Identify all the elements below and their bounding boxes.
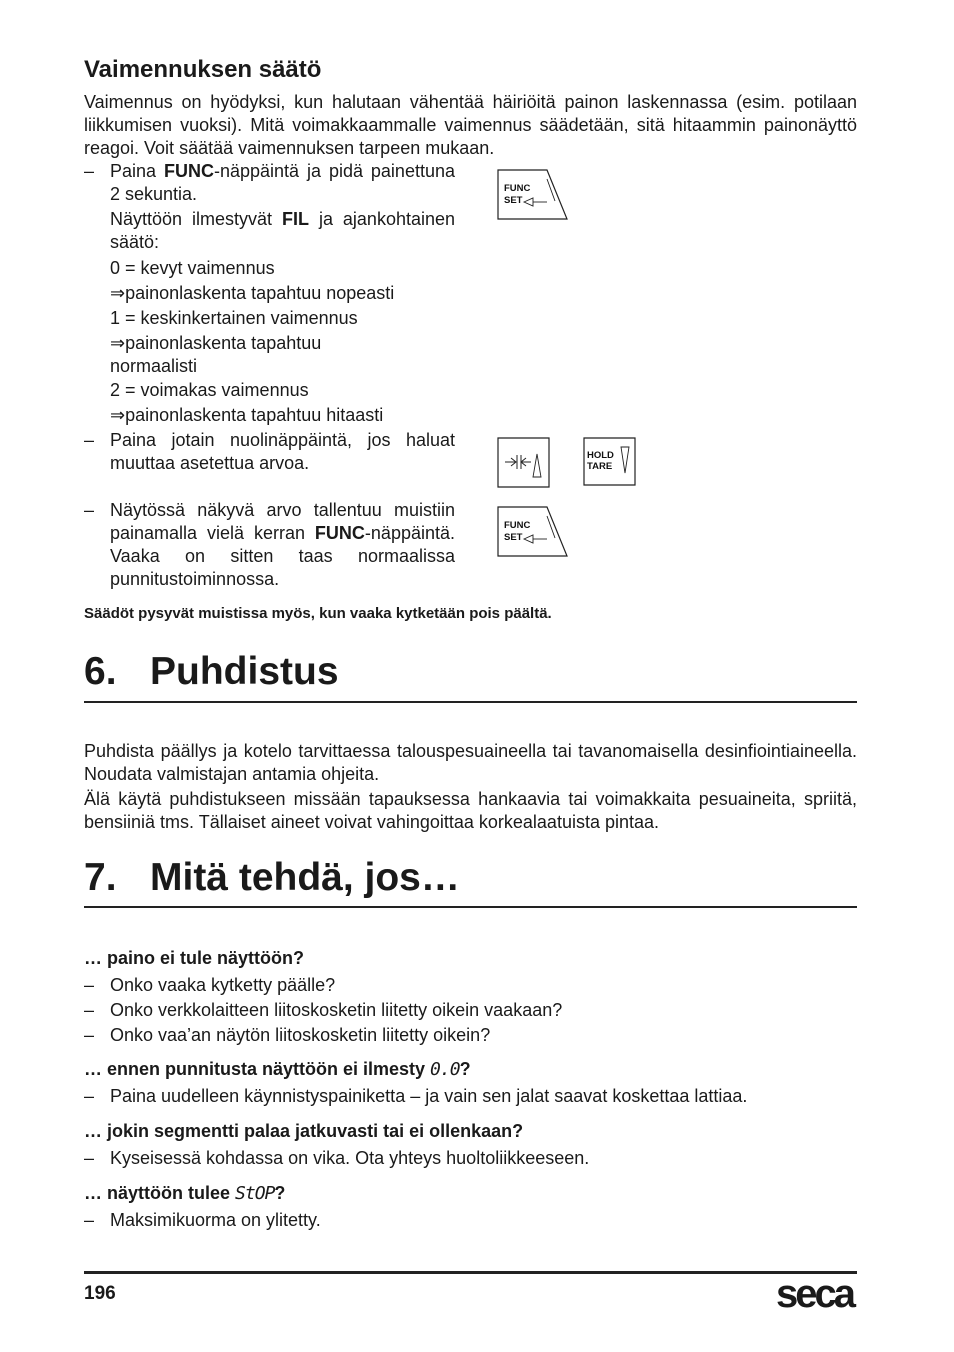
list-dash: – bbox=[84, 1210, 95, 1230]
answer-item: Kyseisessä kohdassa on vika. Ota yhteys huoltoliikkeeseen. bbox=[110, 1148, 590, 1168]
question-segment: … jokin segmentti palaa jatkuvasti tai ei ollenkaan? bbox=[84, 1121, 524, 1141]
level-item: 0 = kevyt vaimennus bbox=[110, 258, 275, 278]
question-no-weight: … paino ei tule näyttöön? bbox=[84, 948, 304, 968]
section-divider bbox=[84, 906, 857, 908]
svg-text:TARE: TARE bbox=[587, 461, 613, 472]
svg-text:SET: SET bbox=[504, 532, 523, 543]
list-dash: – bbox=[84, 1025, 95, 1045]
section-heading-damping: Vaimennuksen säätö bbox=[84, 56, 322, 83]
level-item: 2 = voimakas vaimennus bbox=[110, 380, 309, 400]
list-dash: – bbox=[84, 1000, 95, 1020]
answer-item: Paina uudelleen käynnistyspainiketta – ja vain sen jalat saavat koskettaa lattiaa. bbox=[110, 1086, 748, 1106]
section-divider bbox=[84, 701, 857, 703]
list-dash: – bbox=[84, 1148, 95, 1168]
answer-item: Maksimikuorma on ylitetty. bbox=[110, 1210, 321, 1230]
func-set-key-icon bbox=[497, 169, 569, 221]
level-item: 1 = keskinkertainen vaimennus bbox=[110, 308, 358, 328]
footer-divider bbox=[84, 1271, 857, 1274]
question-no-zero: … ennen punnitusta näyttöön ei ilmesty 0.0? bbox=[84, 1059, 471, 1080]
page-number: 196 bbox=[84, 1283, 116, 1304]
cleaning-para-2: Älä käytä puhdistukseen missään tapauksessa hankaavia tai voimakkaita pesuaineita, spriitä, bensiiniä tms. Tällaiset aineet voivat vahingoittaa korkealaatuista pintaa. bbox=[84, 789, 857, 832]
list-dash: – bbox=[84, 430, 95, 450]
list-dash: – bbox=[84, 500, 95, 520]
hold-tare-key-icon bbox=[583, 437, 638, 487]
step-press-arrow: Paina jotain nuolinäppäintä, jos haluat muuttaa asetettua arvoa. bbox=[110, 430, 455, 473]
arrow-key-icon bbox=[497, 437, 551, 489]
svg-text:FUNC: FUNC bbox=[504, 183, 531, 194]
question-stop: … näyttöön tulee StOP? bbox=[84, 1183, 286, 1204]
answer-item: Onko verkkolaitteen liitoskosketin liitetty oikein vaakaan? bbox=[110, 1000, 563, 1020]
step-press-func: Paina FUNC-näppäintä ja pidä painettuna 2 sekuntia. bbox=[110, 161, 455, 204]
level-item: ⇒painonlaskenta tapahtuu hitaasti bbox=[110, 405, 384, 425]
answer-item: Onko vaaka kytketty päälle? bbox=[110, 975, 336, 995]
func-set-key-icon bbox=[497, 506, 569, 558]
list-dash: – bbox=[84, 975, 95, 995]
svg-text:SET: SET bbox=[504, 195, 523, 206]
level-item: ⇒painonlaskenta tapahtuu normaalisti bbox=[110, 333, 322, 376]
list-dash: – bbox=[84, 1086, 95, 1106]
memory-note: Säädöt pysyvät muistissa myös, kun vaaka kytketään pois päältä. bbox=[84, 605, 552, 622]
cleaning-para-1: Puhdista päällys ja kotelo tarvittaessa talouspesuaineella tai tavanomaisella desinfiointiaineella. Noudata valmistajan antamia ohjeita. bbox=[84, 741, 857, 784]
section-heading-troubleshooting: 7. Mitä tehdä, jos… bbox=[84, 856, 460, 899]
section-heading-cleaning: 6. Puhdistus bbox=[84, 650, 339, 693]
step-fil-display: Näyttöön ilmestyvät FIL ja ajankohtainen säätö: bbox=[110, 209, 456, 252]
level-item: ⇒painonlaskenta tapahtuu nopeasti bbox=[110, 283, 395, 303]
svg-text:FUNC: FUNC bbox=[504, 520, 531, 531]
answer-item: Onko vaa’an näytön liitoskosketin liitetty oikein? bbox=[110, 1025, 491, 1045]
seca-logo: seca bbox=[776, 1272, 853, 1316]
step-save-value: Näytössä näkyvä arvo tallentuu muistiin painamalla vielä kerran FUNC-näppäintä. Vaaka on sitten taas normaalissa punnitustoiminnossa. bbox=[110, 500, 455, 589]
svg-text:HOLD: HOLD bbox=[587, 450, 614, 461]
lcd-display-stop: StOP bbox=[235, 1183, 275, 1204]
lcd-display-zero: 0.0 bbox=[430, 1059, 460, 1080]
list-dash: – bbox=[84, 161, 95, 181]
damping-intro: Vaimennus on hyödyksi, kun halutaan vähentää häiriöitä painon laskennassa (esim. potilaan liikkumisen vuoksi). Mitä voimakkaammalle vaimennus säädetään, sitä hitaammin painonäyttö reagoi. Voit säätää vaimennuksen tarpeen mukaan. bbox=[84, 92, 857, 158]
